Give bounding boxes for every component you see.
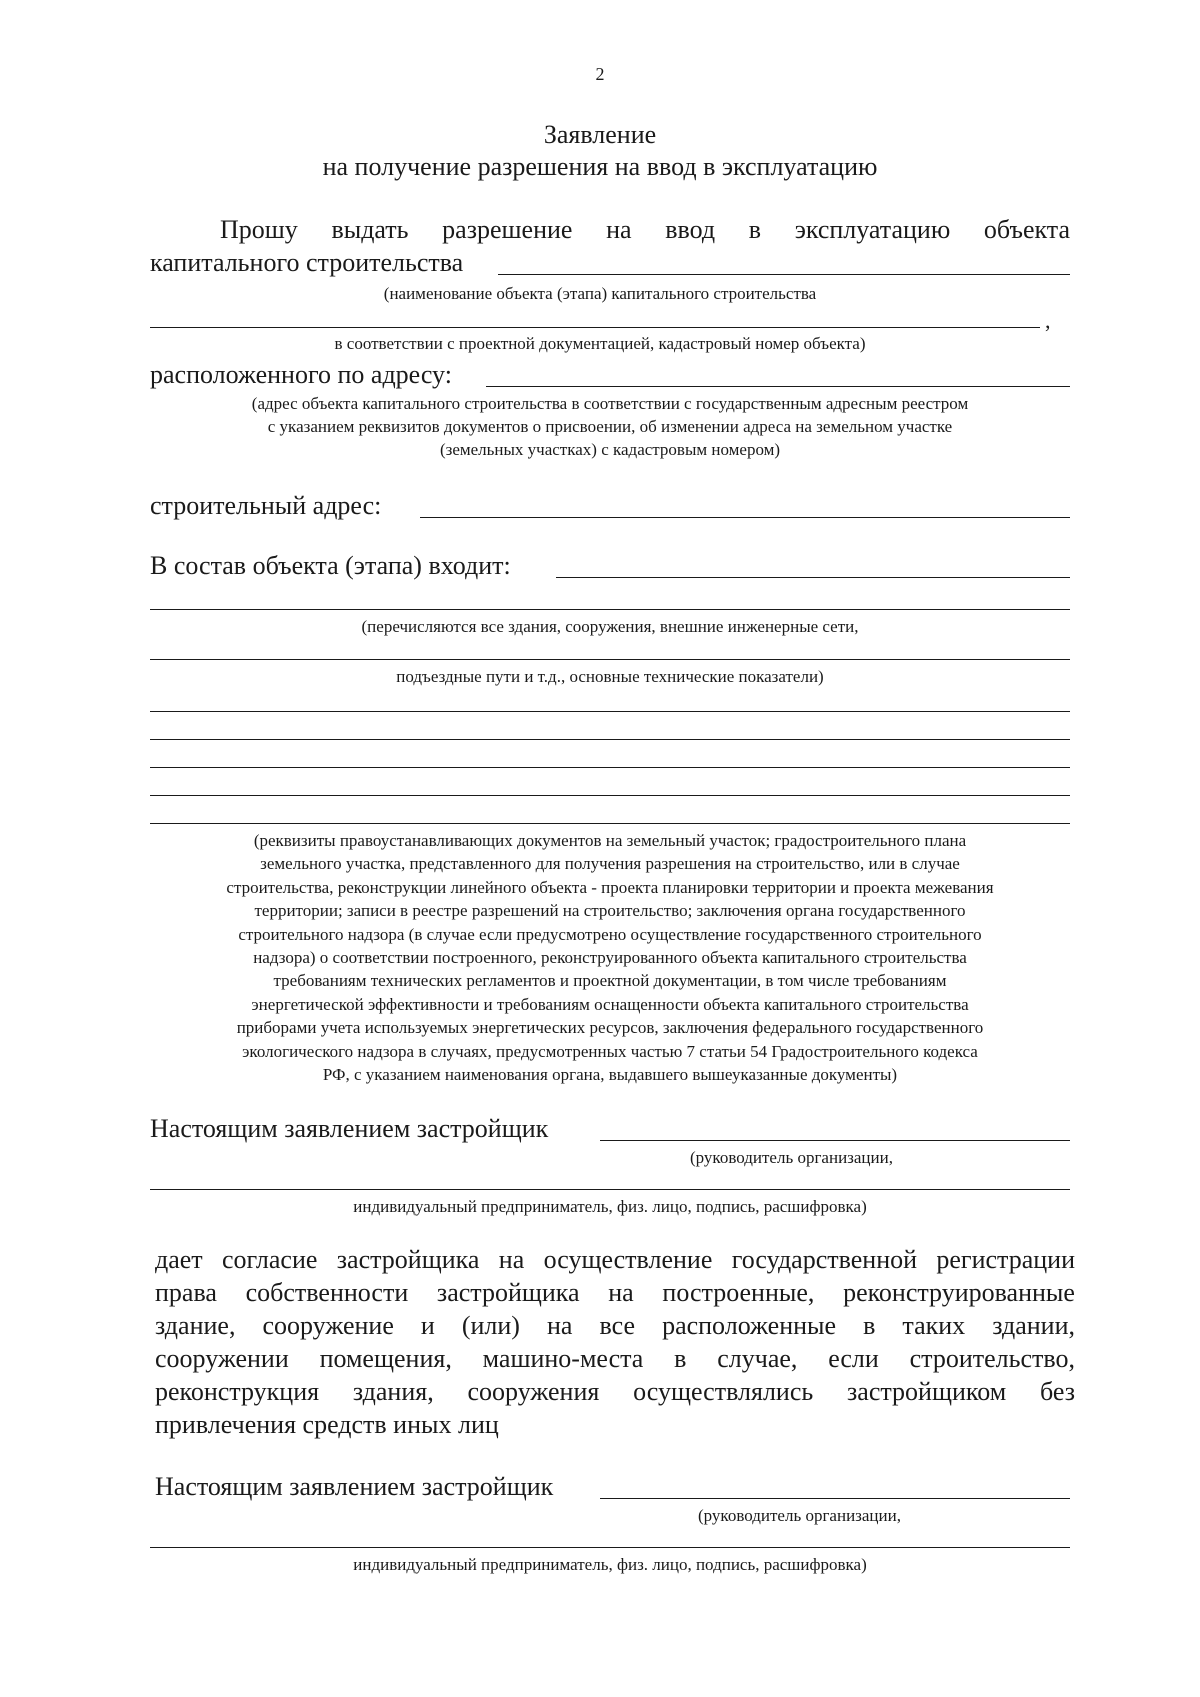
- details-field-1[interactable]: [150, 711, 1070, 712]
- requisites-hint-line: строительного надзора (в случае если предусмотрено осуществление государственного строительного: [238, 924, 982, 944]
- consent-word: на: [498, 1245, 525, 1274]
- consent-line: [155, 1342, 1075, 1375]
- consent-word: дает: [155, 1245, 203, 1274]
- request-word: объекта: [983, 215, 1070, 244]
- details-field-2[interactable]: [150, 739, 1070, 740]
- consent-word: машино-места: [482, 1344, 644, 1373]
- consent-word: сооружении: [155, 1344, 289, 1373]
- consent-word: осуществление: [543, 1245, 713, 1274]
- consent-line-last: привлечения средств иных лиц: [155, 1410, 499, 1439]
- request-word: ввод: [665, 215, 716, 244]
- consent-word: собственности: [245, 1278, 409, 1307]
- requisites-hint-line: экологического надзора в случаях, предусмотренных частью 7 статьи 54 Градостроительного кодекса: [242, 1041, 978, 1061]
- consent-line: [155, 1243, 1075, 1276]
- request-word: выдать: [331, 215, 409, 244]
- address-field[interactable]: [486, 386, 1070, 387]
- declarant-1-label: Настоящим заявлением застройщик: [150, 1114, 549, 1143]
- request-line-1: [220, 215, 1070, 245]
- declarant-1-field-2[interactable]: [150, 1189, 1070, 1190]
- consent-word: (или): [461, 1311, 520, 1340]
- consent-word: если: [828, 1344, 879, 1373]
- address-hint-3: (земельных участках) с кадастровым номером): [439, 440, 781, 459]
- address-hint-2: с указанием реквизитов документов о присвоении, об изменении адреса на земельном участке: [267, 417, 953, 436]
- composition-field-2[interactable]: [150, 609, 1070, 610]
- requisites-hint-line: требованиям технических регламентов и проектной документации, в том числе требованиям: [273, 971, 947, 991]
- requisites-hint-line: приборами учета используемых энергетических ресурсов, заключения федерального государственного: [236, 1018, 984, 1038]
- composition-field[interactable]: [556, 577, 1070, 578]
- declarant-2-label: Настоящим заявлением застройщик: [155, 1472, 554, 1501]
- consent-word: застройщика: [436, 1278, 580, 1307]
- request-word: на: [606, 215, 632, 244]
- consent-word: застройщиком: [847, 1377, 1007, 1406]
- requisites-hint-line: земельного участка, представленного для получения разрешения на строительство, или в случае: [260, 854, 960, 874]
- page-number: 2: [595, 64, 605, 84]
- declarant-2-hint-2: индивидуальный предприниматель, физ. лицо, подпись, расшифровка): [353, 1555, 867, 1574]
- details-field-5[interactable]: [150, 823, 1070, 824]
- address-label: расположенного по адресу:: [150, 360, 452, 389]
- object-name-field-2[interactable]: [150, 327, 1040, 328]
- consent-word: в: [674, 1344, 687, 1373]
- requisites-hint-line: (реквизиты правоустанавливающих документов на земельный участок; градостроительного плана: [253, 831, 967, 850]
- consent-word: права: [155, 1278, 217, 1307]
- consent-word: на: [608, 1278, 634, 1307]
- declarant-2-hint-1: (руководитель организации,: [698, 1506, 901, 1525]
- consent-word: регистрации: [936, 1245, 1075, 1274]
- details-field-3[interactable]: [150, 767, 1070, 768]
- composition-hint-2: подъездные пути и т.д., основные технические показатели): [396, 667, 824, 686]
- declarant-2-field[interactable]: [600, 1498, 1070, 1499]
- consent-word: на: [547, 1311, 573, 1340]
- consent-word: все: [599, 1311, 636, 1340]
- build-address-label: строительный адрес:: [150, 491, 382, 520]
- project-docs-hint: в соответствии с проектной документацией, кадастровый номер объекта): [334, 334, 866, 353]
- requisites-hint-line: энергетической эффективности и требованиям оснащенности объекта капитального строительства: [251, 994, 969, 1014]
- declarant-1-field[interactable]: [600, 1140, 1070, 1141]
- consent-word: осуществлялись: [633, 1377, 814, 1406]
- consent-line: [155, 1309, 1075, 1342]
- consent-word: сооружение: [262, 1311, 394, 1340]
- consent-word: здания,: [352, 1377, 434, 1406]
- consent-word: застройщика: [336, 1245, 480, 1274]
- consent-word: здании,: [992, 1311, 1075, 1340]
- document-subtitle: на получение разрешения на ввод в эксплуатацию: [322, 152, 878, 181]
- consent-word: государственной: [731, 1245, 918, 1274]
- requisites-hint-line: надзора) о соответствии построенного, реконструированного объекта капитального строительства: [253, 948, 967, 968]
- object-name-field[interactable]: [498, 274, 1070, 275]
- request-word: в: [748, 215, 762, 244]
- consent-word: помещения,: [319, 1344, 452, 1373]
- object-name-hint: (наименование объекта (этапа) капитального строительства: [383, 284, 817, 303]
- declarant-1-hint-2: индивидуальный предприниматель, физ. лицо, подпись, расшифровка): [353, 1197, 867, 1216]
- request-word: Прошу: [220, 215, 298, 244]
- consent-word: случае,: [717, 1344, 798, 1373]
- composition-label: В состав объекта (этапа) входит:: [150, 551, 511, 580]
- composition-hint-1: (перечисляются все здания, сооружения, внешние инженерные сети,: [361, 617, 859, 636]
- requisites-hint-line: территории; записи в реестре разрешений на строительство; заключения органа государственного: [254, 901, 966, 921]
- consent-word: построенные,: [662, 1278, 815, 1307]
- consent-word: сооружения: [467, 1377, 600, 1406]
- consent-word: здание,: [155, 1311, 236, 1340]
- request-line-2: капитального строительства: [150, 248, 464, 277]
- consent-word: и: [420, 1311, 435, 1340]
- build-address-field[interactable]: [420, 517, 1070, 518]
- requisites-hint-line: РФ, с указанием наименования органа, выдавшего вышеуказанные документы): [322, 1065, 898, 1085]
- requisites-hint-line: строительства, реконструкции линейного объекта - проекта планировки территории и проекта межевания: [226, 877, 994, 897]
- consent-word: реконструкция: [155, 1377, 320, 1406]
- address-hint-1: (адрес объекта капитального строительства в соответствии с государственным адресным реестром: [251, 394, 969, 413]
- declarant-1-hint-1: (руководитель организации,: [690, 1148, 893, 1167]
- trailing-comma: ,: [1045, 308, 1051, 333]
- consent-word: таких: [902, 1311, 966, 1340]
- consent-word: расположенные: [662, 1311, 837, 1340]
- consent-line: [155, 1375, 1075, 1408]
- consent-word: строительство,: [909, 1344, 1075, 1373]
- document-title: Заявление: [543, 120, 657, 149]
- request-word: разрешение: [442, 215, 573, 244]
- consent-paragraph: [155, 1243, 1075, 1441]
- consent-word: без: [1039, 1377, 1075, 1406]
- requisites-hint: [100, 829, 1120, 1086]
- declarant-2-field-2[interactable]: [150, 1547, 1070, 1548]
- consent-word: реконструированные: [843, 1278, 1075, 1307]
- consent-word: в: [863, 1311, 876, 1340]
- consent-line: [155, 1276, 1075, 1309]
- consent-word: согласие: [222, 1245, 318, 1274]
- request-word: эксплуатацию: [794, 215, 951, 244]
- details-field-4[interactable]: [150, 795, 1070, 796]
- composition-field-3[interactable]: [150, 659, 1070, 660]
